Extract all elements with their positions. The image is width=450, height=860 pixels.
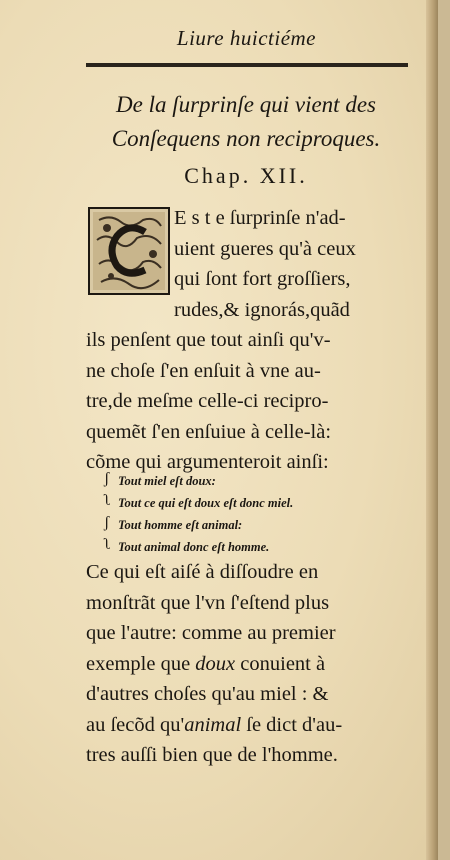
text-line: cõme qui argumenteroit ainſi:: [86, 451, 329, 473]
italic-word: animal: [184, 713, 242, 736]
page-spine-edge: [426, 0, 438, 860]
section-title-line-2: Conſequens non reciproques.: [111, 126, 381, 151]
text-line: Ce qui eſt aiſé à diſſoudre en: [86, 561, 319, 583]
syllogism-line: ʅ Tout ce qui eſt doux eſt donc miel.: [104, 492, 294, 510]
running-head: Liure huictiéme: [176, 26, 316, 50]
text-line: exemple que doux conuient à: [86, 652, 326, 675]
paragraph-1: [86, 203, 412, 478]
text-line: tre,de meſme celle-ci recipro-: [86, 390, 329, 412]
syllogism-line: ʅ Tout animal donc eſt homme.: [104, 536, 270, 554]
section-title: [86, 88, 406, 156]
text-line: que l'autre: comme au premier: [86, 622, 336, 644]
text-line: quemẽt ſ'en enſuiue à celle-là:: [86, 420, 332, 443]
brace-bottom-icon: ʅ: [104, 492, 111, 509]
text-line: rudes,& ignorás,quãd: [174, 298, 350, 321]
head-rule: [86, 63, 408, 67]
paragraph-2: [86, 557, 412, 771]
text-line: d'autres choſes qu'au miel : &: [86, 683, 329, 705]
brace-top-icon: ʃ: [104, 514, 110, 531]
chapter-heading: Chap. XII.: [184, 163, 308, 188]
text-line: monſtrãt que l'vn ſ'eſtend plus: [86, 591, 330, 614]
italic-word: doux: [195, 652, 236, 675]
syllogism-block: [104, 470, 404, 558]
text-line: tres auſſi bien que de l'homme.: [86, 744, 338, 766]
syllogism-line: ʃ Tout miel eſt doux:: [104, 470, 216, 488]
text-line: uient gueres qu'à ceux: [174, 237, 356, 260]
brace-top-icon: ʃ: [104, 470, 110, 487]
text-line: ne choſe ſ'en enſuit à vne au-: [86, 359, 321, 382]
text-line: qui ſont fort groſſiers,: [174, 268, 351, 290]
brace-bottom-icon: ʅ: [104, 536, 111, 553]
syllogism-line: ʃ Tout homme eſt animal:: [104, 514, 243, 532]
text-line: ils penſent que tout ainſi qu'v-: [86, 329, 331, 351]
text-line: E s t e ſurprinſe n'ad-: [174, 207, 346, 229]
text-line: au ſecõd qu'animal ſe dict d'au-: [86, 713, 343, 736]
section-title-line-1: De la ſurprinſe qui vient des: [116, 92, 376, 117]
